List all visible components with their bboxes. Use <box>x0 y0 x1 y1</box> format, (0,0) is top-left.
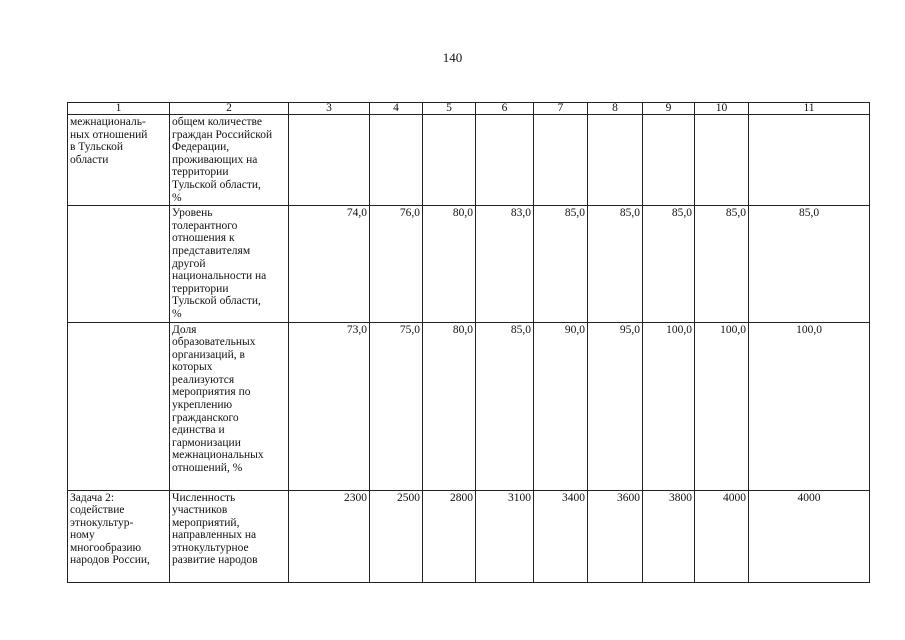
value-cell: 75,0 <box>370 322 423 490</box>
table-row <box>68 322 870 490</box>
table-row <box>68 115 870 206</box>
header-cell: 5 <box>423 103 476 115</box>
value-cell <box>534 115 588 206</box>
value-cell: 80,0 <box>423 206 476 322</box>
value-cell: 73,0 <box>289 322 370 490</box>
indicator-cell: Уровень толерантного отношения к представителям другой национальности на территории Тульской области, % <box>170 206 289 322</box>
header-cell: 2 <box>170 103 289 115</box>
value-cell: 100,0 <box>695 322 749 490</box>
value-cell: 74,0 <box>289 206 370 322</box>
table-row <box>68 206 870 322</box>
header-cell: 11 <box>749 103 870 115</box>
value-cell: 95,0 <box>588 322 643 490</box>
value-cell: 85,0 <box>749 206 870 322</box>
page-number: 140 <box>442 50 463 65</box>
header-cell: 4 <box>370 103 423 115</box>
header-cell: 3 <box>289 103 370 115</box>
header-cell: 6 <box>476 103 534 115</box>
value-cell: 85,0 <box>534 206 588 322</box>
table-header-row <box>68 103 870 115</box>
value-cell: 4000 <box>695 490 749 582</box>
value-cell <box>643 115 695 206</box>
indicators-table <box>67 102 870 583</box>
table-row <box>68 490 870 582</box>
indicator-cell: Доля образовательных организаций, в которых реализуются мероприятия по укреплению гражданского единства и гармонизации межнациональных отношений, % <box>170 322 289 490</box>
value-cell: 83,0 <box>476 206 534 322</box>
value-cell: 85,0 <box>643 206 695 322</box>
value-cell <box>289 115 370 206</box>
value-cell <box>749 115 870 206</box>
value-cell <box>370 115 423 206</box>
value-cell: 100,0 <box>749 322 870 490</box>
value-cell: 80,0 <box>423 322 476 490</box>
value-cell: 85,0 <box>588 206 643 322</box>
header-cell: 8 <box>588 103 643 115</box>
value-cell: 2800 <box>423 490 476 582</box>
indicator-cell: общем количестве граждан Российской Федерации, проживающих на территории Тульской области, % <box>170 115 289 206</box>
header-cell: 1 <box>68 103 170 115</box>
value-cell <box>423 115 476 206</box>
value-cell: 3600 <box>588 490 643 582</box>
header-cell: 10 <box>695 103 749 115</box>
value-cell: 3800 <box>643 490 695 582</box>
value-cell <box>695 115 749 206</box>
value-cell: 85,0 <box>695 206 749 322</box>
value-cell: 3400 <box>534 490 588 582</box>
value-cell: 3100 <box>476 490 534 582</box>
header-cell: 9 <box>643 103 695 115</box>
value-cell: 76,0 <box>370 206 423 322</box>
value-cell: 100,0 <box>643 322 695 490</box>
value-cell <box>588 115 643 206</box>
task-cell <box>68 322 170 490</box>
header-cell: 7 <box>534 103 588 115</box>
value-cell: 90,0 <box>534 322 588 490</box>
indicator-cell: Численность участников мероприятий, направленных на этнокультурное развитие народов <box>170 490 289 582</box>
value-cell <box>476 115 534 206</box>
task-cell: межнациональ- ных отношений в Тульской области <box>68 115 170 206</box>
value-cell: 85,0 <box>476 322 534 490</box>
task-cell <box>68 206 170 322</box>
task-cell: Задача 2: содействие этнокультур- ному многообразию народов России, <box>68 490 170 582</box>
value-cell: 4000 <box>749 490 870 582</box>
value-cell: 2500 <box>370 490 423 582</box>
value-cell: 2300 <box>289 490 370 582</box>
